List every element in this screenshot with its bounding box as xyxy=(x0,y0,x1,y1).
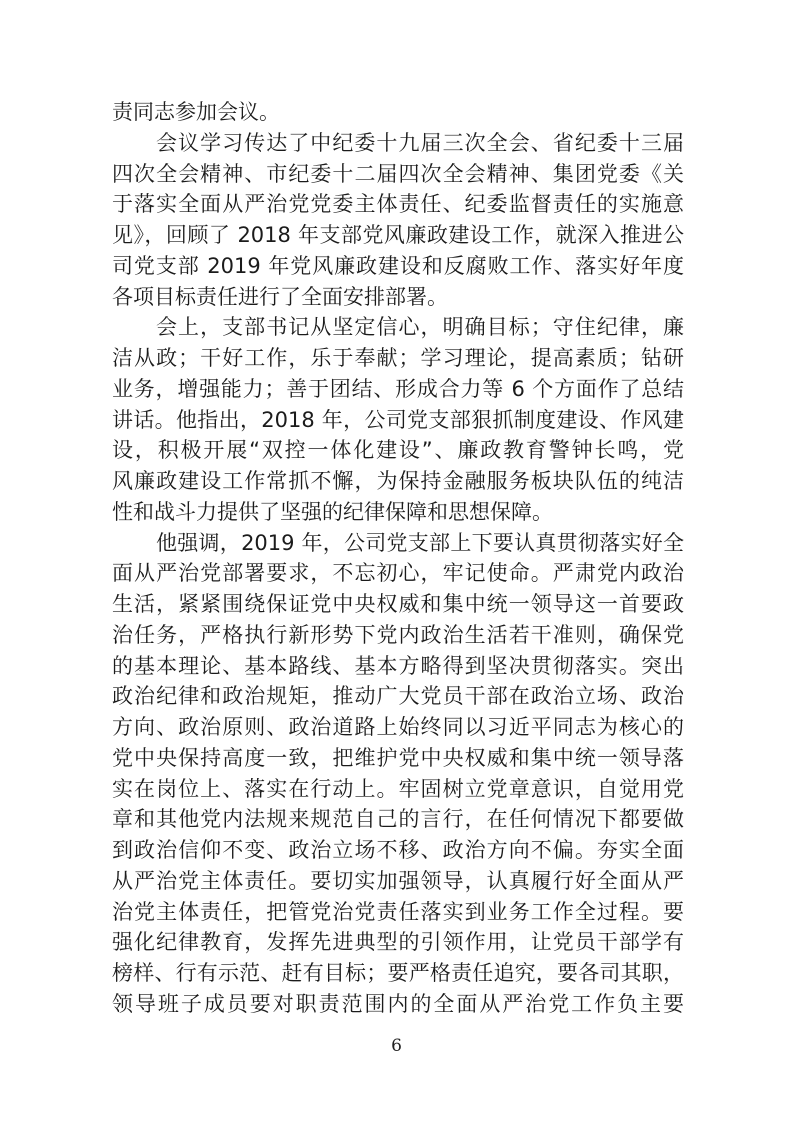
text-line: 责同志参加会议。 xyxy=(112,100,280,124)
text-line: 强化纪律教育，发挥先进典型的引领作用，让党员干部学有 xyxy=(112,930,684,955)
text-line: 从严治党主体责任。要切实加强领导，认真履行好全面从严 xyxy=(112,868,684,893)
text-line: 见》，回顾了 2018 年支部党风廉政建设工作，就深入推进公 xyxy=(112,223,684,247)
text-line: 洁从政；干好工作，乐于奉献；学习理论，提高素质；钻研 xyxy=(112,346,684,370)
text-line: 治任务，严格执行新形势下党内政治生活若干准则，确保党 xyxy=(112,622,684,647)
text-line: 生活，紧紧围绕保证党中央权威和集中统一领导这一首要政 xyxy=(112,592,684,616)
text-line: 性和战斗力提供了坚强的纪律保障和思想保障。 xyxy=(112,499,553,524)
text-line: 的基本理论、基本路线、基本方略得到坚决贯彻落实。突出 xyxy=(112,653,684,678)
text-line: 各项目标责任进行了全面安排部署。 xyxy=(112,284,448,309)
text-line: 讲话。他指出，2018 年，公司党支部狠抓制度建设、作风建 xyxy=(112,407,684,432)
text-line: 会议学习传达了中纪委十九届三次全会、省纪委十三届 xyxy=(156,130,684,155)
text-line: 设，积极开展“双控一体化建设”、廉政教育警钟长鸣，党 xyxy=(112,438,684,463)
text-line: 到政治信仰不变、政治立场不移、政治方向不偏。夯实全面 xyxy=(112,838,684,862)
text-line: 业务，增强能力；善于团结、形成合力等 6 个方面作了总结 xyxy=(112,376,684,401)
text-line: 会上，支部书记从坚定信心，明确目标；守住纪律，廉 xyxy=(156,315,684,340)
text-line: 领导班子成员要对职责范围内的全面从严治党工作负主要 xyxy=(112,991,684,1016)
paragraph xyxy=(112,97,684,128)
paragraph xyxy=(112,312,684,527)
document-body xyxy=(112,97,684,1020)
text-line: 党中央保持高度一致，把维护党中央权威和集中统一领导落 xyxy=(112,745,684,770)
text-line: 他强调，2019 年，公司党支部上下要认真贯彻落实好全 xyxy=(156,530,684,555)
text-line: 治党主体责任，把管党治党责任落实到业务工作全过程。要 xyxy=(112,899,684,924)
text-line: 榜样、行有示范、赶有目标；要严格责任追究，要各司其职， xyxy=(112,961,684,985)
text-line: 风廉政建设工作常抓不懈，为保持金融服务板块队伍的纯洁 xyxy=(112,469,684,493)
text-line: 章和其他党内法规来规范自己的言行，在任何情况下都要做 xyxy=(112,807,684,832)
text-line: 方向、政治原则、政治道路上始终同以习近平同志为核心的 xyxy=(112,715,684,739)
text-line: 于落实全面从严治党党委主体责任、纪委监督责任的实施意 xyxy=(112,192,684,217)
text-line: 政治纪律和政治规矩，推动广大党员干部在政治立场、政治 xyxy=(112,684,684,709)
paragraph xyxy=(112,528,684,1020)
text-line: 司党支部 2019 年党风廉政建设和反腐败工作、落实好年度 xyxy=(112,253,684,278)
text-line: 面从严治党部署要求，不忘初心，牢记使命。严肃党内政治 xyxy=(112,561,684,586)
text-line: 实在岗位上、落实在行动上。牢固树立党章意识，自觉用党 xyxy=(112,776,684,801)
page-number: 6 xyxy=(391,1036,402,1056)
paragraph xyxy=(112,128,684,313)
text-line: 四次全会精神、市纪委十二届四次全会精神、集团党委《关 xyxy=(112,161,684,186)
